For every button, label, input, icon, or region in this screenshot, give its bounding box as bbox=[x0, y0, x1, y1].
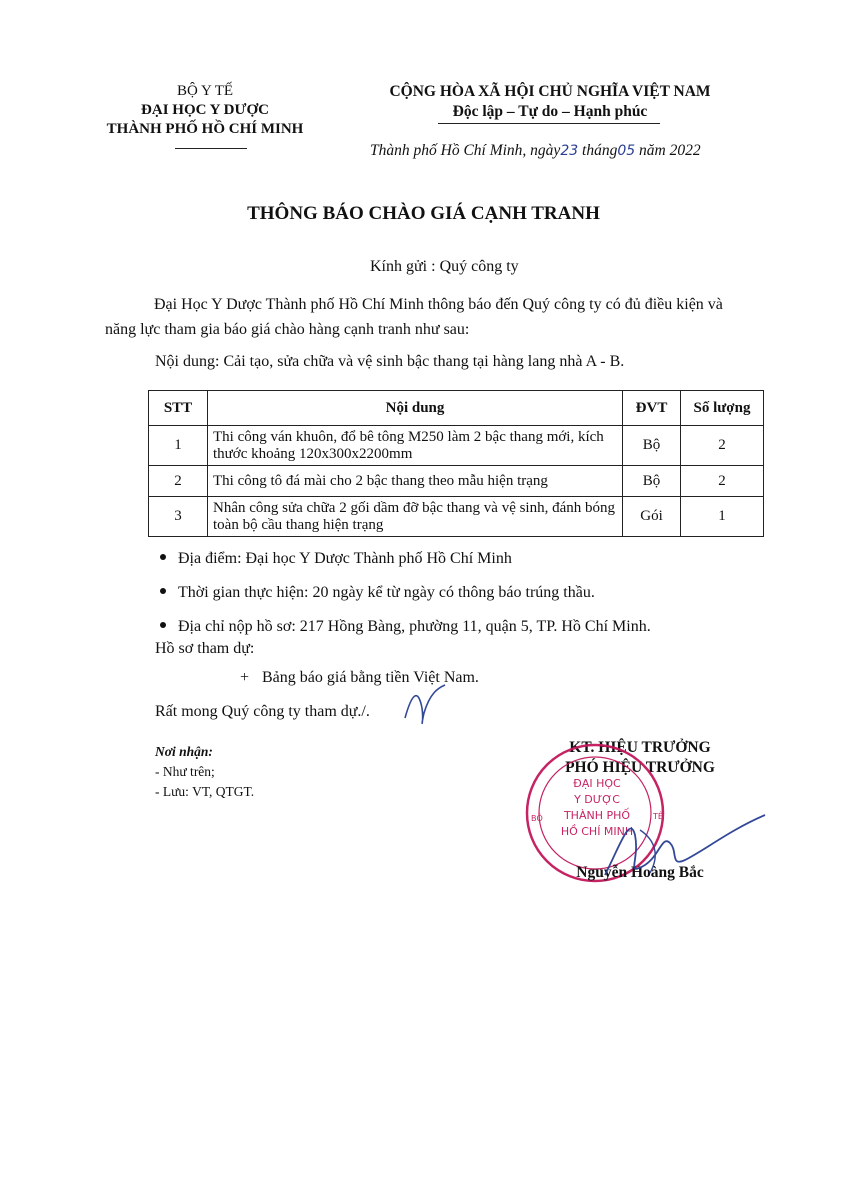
cell-unit: Gói bbox=[623, 497, 681, 537]
cell-unit: Bộ bbox=[623, 426, 681, 466]
seal-left-mark: BỘ bbox=[531, 814, 543, 823]
dateline-day: 23 bbox=[560, 143, 579, 159]
list-item bbox=[160, 582, 651, 616]
cell-qty: 2 bbox=[681, 466, 764, 497]
cell-content: Nhân công sửa chữa 2 gối dầm đỡ bậc thang và vệ sinh, đánh bóng toàn bộ cầu thang hiện trạng bbox=[208, 497, 623, 537]
recipients-heading: Nơi nhận: bbox=[155, 744, 213, 759]
dateline-prefix: Thành phố Hồ Chí Minh, ngày bbox=[370, 142, 561, 159]
ministry-name: BỘ Y TẾ bbox=[176, 83, 234, 99]
list-item bbox=[160, 548, 651, 582]
seal-line-3: THÀNH PHỐ bbox=[563, 809, 631, 822]
dateline-month: 05 bbox=[617, 143, 636, 159]
seal-line-4: HỒ CHÍ MINH bbox=[560, 825, 634, 838]
list-item-text: Thời gian thực hiện: 20 ngày kể từ ngày có thông báo trúng thầu. bbox=[178, 584, 595, 601]
work-items-table bbox=[148, 390, 764, 537]
nation-name: CỘNG HÒA XÃ HỘI CHỦ NGHĨA VIỆT NAM bbox=[389, 83, 711, 100]
table-row bbox=[149, 497, 764, 537]
intro-text: Đại Học Y Dược Thành phố Hồ Chí Minh thông báo đến Quý công ty có đủ điều kiện và năng lực tham gia báo giá chào hàng cạnh tranh như sau: bbox=[105, 296, 723, 338]
signer-line-1: KT. HIỆU TRƯỞNG bbox=[569, 739, 711, 756]
bullet-icon bbox=[160, 588, 166, 594]
col-qty-header: Số lượng bbox=[681, 391, 764, 426]
table-row bbox=[149, 426, 764, 466]
cell-unit: Bộ bbox=[623, 466, 681, 497]
plus-icon: + bbox=[240, 669, 250, 686]
seal-line-2: Y DƯỢC bbox=[574, 793, 620, 806]
motto-underline bbox=[438, 123, 660, 124]
list-item-text: Địa chỉ nộp hồ sơ: 217 Hồng Bàng, phường 11, quận 5, TP. Hồ Chí Minh. bbox=[178, 618, 651, 635]
seal-right-mark: TẾ bbox=[653, 812, 663, 821]
signer-name: Nguyễn Hoàng Bắc bbox=[576, 864, 704, 881]
seal-line-1: ĐẠI HỌC bbox=[573, 777, 621, 790]
bullet-icon bbox=[160, 554, 166, 560]
university-name: ĐẠI HỌC Y DƯỢC bbox=[141, 102, 269, 118]
dateline-month-label: tháng bbox=[582, 142, 618, 159]
issuer-underline bbox=[175, 148, 247, 149]
col-stt-header: STT bbox=[149, 391, 208, 426]
closing-line: Rất mong Quý công ty tham dự./. bbox=[155, 703, 370, 720]
col-unit-header: ĐVT bbox=[623, 391, 681, 426]
table-header-row bbox=[149, 391, 764, 426]
cell-qty: 1 bbox=[681, 497, 764, 537]
initial-mark bbox=[400, 683, 450, 733]
col-content-header: Nội dung bbox=[208, 391, 623, 426]
table-row bbox=[149, 466, 764, 497]
dateline-year: năm 2022 bbox=[639, 142, 701, 159]
recipients-block bbox=[155, 742, 254, 802]
cell-qty: 2 bbox=[681, 426, 764, 466]
dateline bbox=[370, 142, 750, 160]
documents-item-text: Bảng báo giá bằng tiền Việt Nam. bbox=[262, 669, 479, 686]
recipient-item: - Lưu: VT, QTGT. bbox=[155, 784, 255, 799]
content-line: Nội dung: Cải tạo, sửa chữa và vệ sinh bậc thang tại hàng lang nhà A - B. bbox=[155, 353, 625, 370]
greeting: Kính gửi : Quý công ty bbox=[370, 258, 519, 275]
cell-stt: 3 bbox=[149, 497, 208, 537]
details-list bbox=[160, 548, 651, 650]
bullet-icon bbox=[160, 622, 166, 628]
national-motto: Độc lập – Tự do – Hạnh phúc bbox=[452, 103, 648, 120]
national-header bbox=[360, 82, 740, 122]
cell-stt: 2 bbox=[149, 466, 208, 497]
list-item-text: Địa điểm: Đại học Y Dược Thành phố Hồ Chí Minh bbox=[178, 550, 512, 567]
issuer-block bbox=[100, 82, 310, 139]
cell-content: Thi công tô đá mài cho 2 bậc thang theo mẫu hiện trạng bbox=[208, 466, 623, 497]
recipient-item: - Như trên; bbox=[155, 764, 215, 779]
cell-stt: 1 bbox=[149, 426, 208, 466]
signer-line-2: PHÓ HIỆU TRƯỞNG bbox=[565, 759, 715, 776]
university-city: THÀNH PHỐ HỒ CHÍ MINH bbox=[106, 121, 304, 137]
documents-heading: Hồ sơ tham dự: bbox=[155, 640, 255, 657]
intro-paragraph bbox=[105, 292, 745, 342]
cell-content: Thi công ván khuôn, đổ bê tông M250 làm 2 bậc thang mới, kích thước khoảng 120x300x2200mm bbox=[208, 426, 623, 466]
handwritten-signature bbox=[600, 805, 770, 885]
page-title: THÔNG BÁO CHÀO GIÁ CẠNH TRANH bbox=[247, 203, 600, 224]
